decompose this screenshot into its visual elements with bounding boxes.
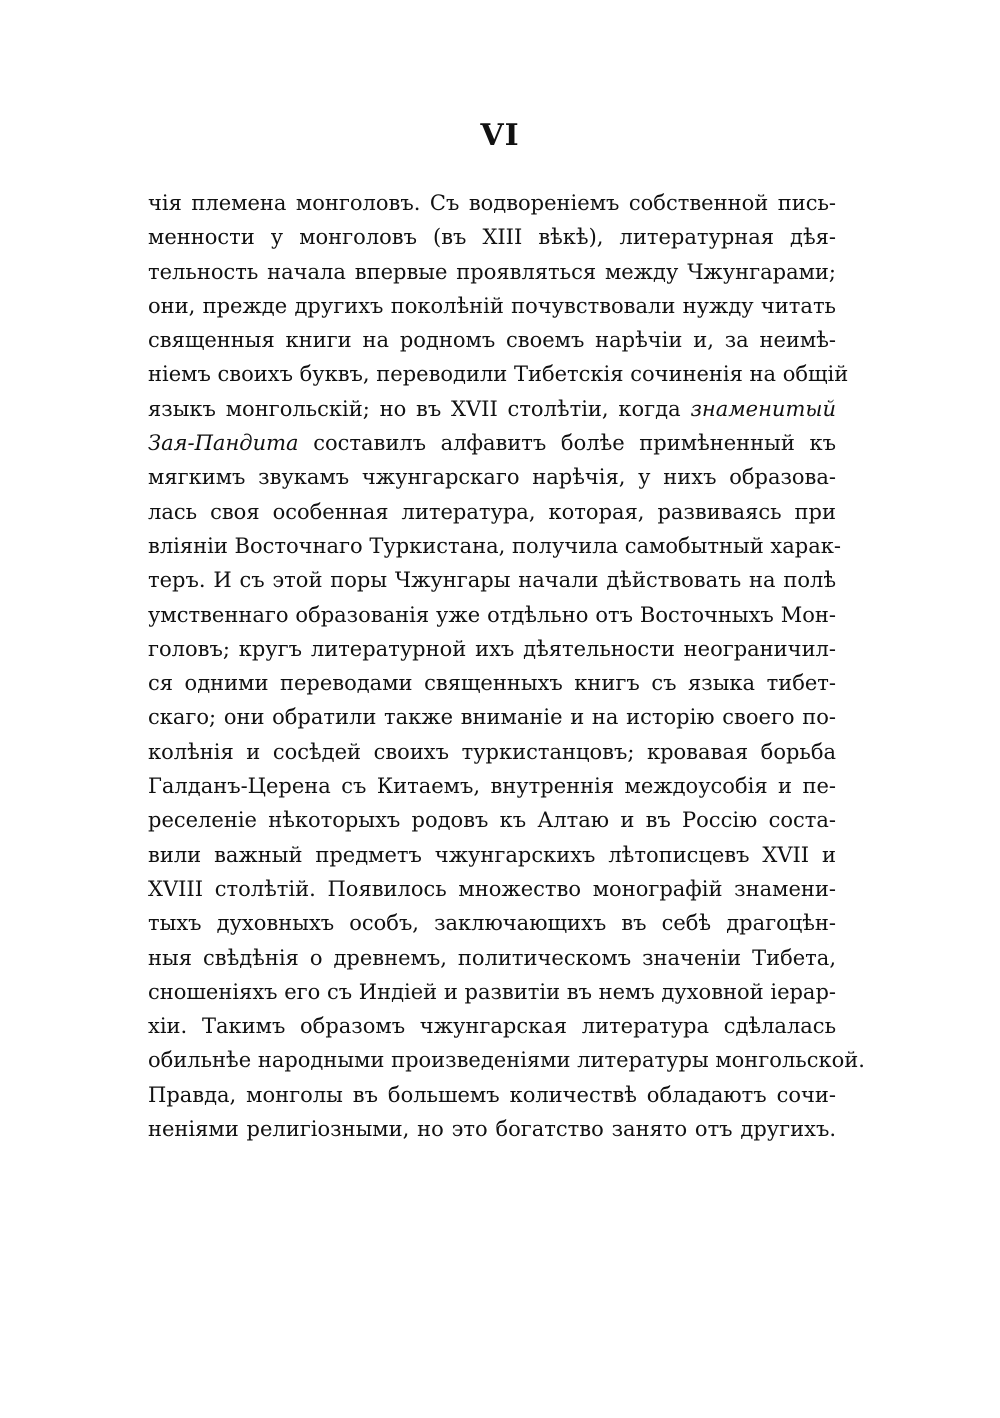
italic-name: Зая-Пандита [148,431,299,456]
text-line: ся одними переводами священныхъ книгъ съ языка тибет- [148,671,836,696]
text-line: сношеніяхъ его съ Индіей и развитіи въ немъ духовной іерар- [148,979,836,1004]
text-segment: составилъ алфавитъ болѣе примѣненный къ [313,431,836,456]
text-line: колѣнія и сосѣдей своихъ туркистанцовъ; кровавая борьба [148,739,836,764]
text-line: Правда, монголы въ большемъ количествѣ обладаютъ сочи- [148,1082,836,1107]
text-line: скаго; они обратили также вниманіе и на исторію своего по- [148,705,836,730]
text-line: реселеніе нѣкоторыхъ родовъ къ Алтаю и въ Россію соста- [148,808,836,833]
text-segment: языкъ монгольскій; но въ XVII столѣтіи, когда [148,396,681,421]
text-line: лась своя особенная литература, которая, развиваясь при [148,499,836,524]
text-line: хіи. Такимъ образомъ чжунгарская литература сдѣлалась [148,1014,836,1039]
text-line: священныя книги на родномъ своемъ нарѣчіи и, за неимѣ- [148,328,836,353]
text-line: тыхъ духовныхъ особъ, заключающихъ въ себѣ драгоцѣн- [148,911,836,936]
text-line: головъ; кругъ литературной ихъ дѣятельности неограничил- [148,636,836,661]
text-line: тельность начала впервые проявляться между Чжунгарами; [148,259,836,284]
text-line: ныя свѣдѣнія о древнемъ, политическомъ значеніи Тибета, [148,945,836,970]
text-line: менности у монголовъ (въ XIII вѣкѣ), литературная дѣя- [148,225,836,250]
text-line: XVIII столѣтій. Появилось множество монографій знамени- [148,876,836,901]
text-line: чія племена монголовъ. Съ водвореніемъ собственной пись- [148,191,836,215]
text-line-with-italic [148,426,836,460]
body-text [148,186,865,1146]
text-line: вліяніи Восточнаго Туркистана, получила самобытный харак- [148,533,841,558]
text-line: вили важный предметъ чжунгарскихъ лѣтописцевъ XVII и [148,842,836,867]
text-line: неніями религіозными, но это богатство занято отъ другихъ. [148,1117,836,1142]
text-line: Галданъ-Церена съ Китаемъ, внутреннія междоусобія и пе- [148,774,836,799]
text-line: теръ. И съ этой поры Чжунгары начали дѣйствовать на полѣ [148,568,836,593]
text-line: ніемъ своихъ буквъ, переводили Тибетскія сочиненія на общій [148,362,849,387]
text-line: обильнѣе народными произведеніями литературы монгольской. [148,1048,865,1073]
text-line: они, прежде другихъ поколѣній почувствовали нужду читать [148,293,836,318]
text-line-with-italic [148,392,836,426]
italic-word: знаменитый [690,396,836,421]
page-number: VI [480,118,520,153]
text-line: мягкимъ звукамъ чжунгарскаго нарѣчія, у нихъ образова- [148,465,836,490]
text-line: умственнаго образованія уже отдѣльно отъ Восточныхъ Мон- [148,602,836,627]
